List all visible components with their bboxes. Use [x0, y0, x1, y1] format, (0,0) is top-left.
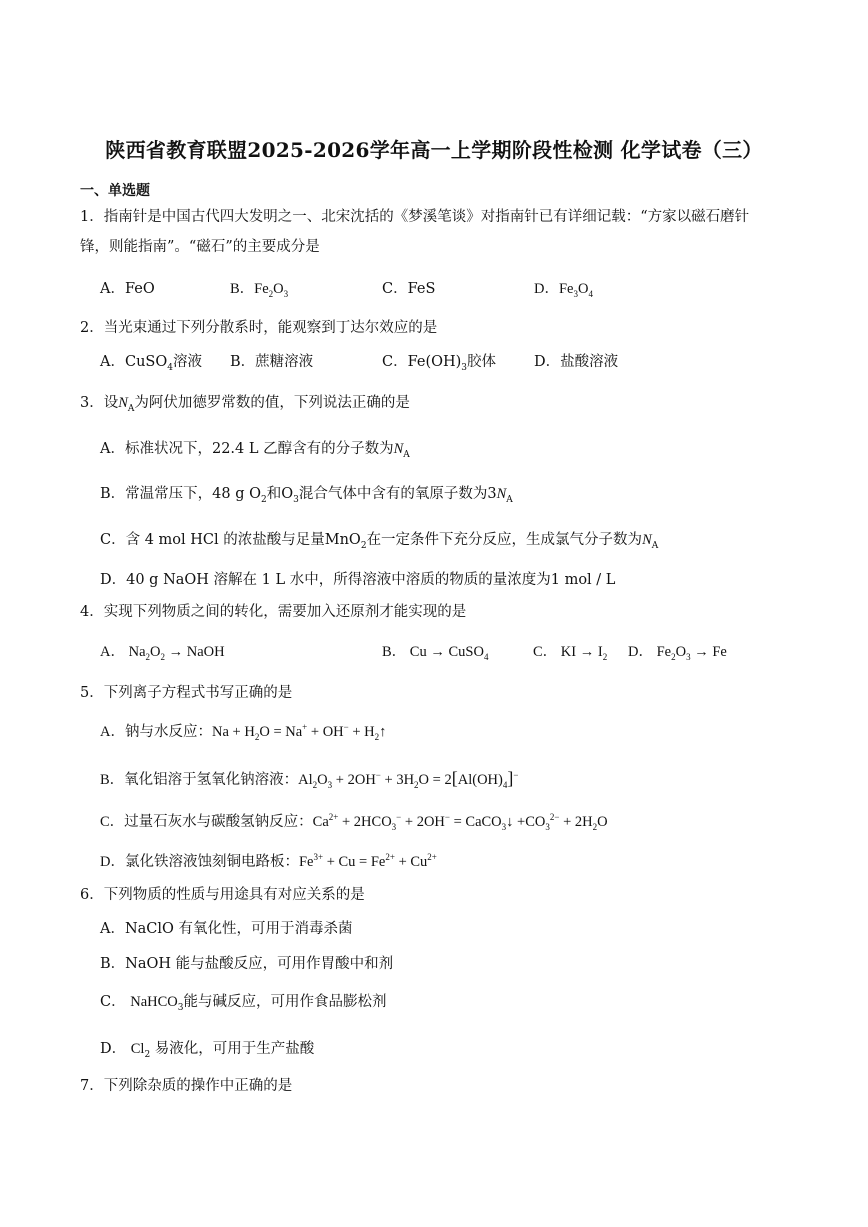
q1-option-c: C．FeS: [382, 281, 436, 297]
q7-stem: 7．下列除杂质的操作中正确的是: [80, 1078, 293, 1094]
q2-option-d: D．盐酸溶液: [534, 354, 619, 370]
q3-option-c: C．含 4 mol HCl 的浓盐酸与足量MnO$_2$在一定条件下充分反应，生成氯气分子数为$N_A$: [100, 532, 659, 551]
q2-option-c: C．$Fe(OH)_3$胶体: [382, 354, 497, 373]
q6-stem: 6．下列物质的性质与用途具有对应关系的是: [80, 887, 365, 903]
q2-option-b: B．蔗糖溶液: [230, 354, 314, 370]
q1-stem-line1: 1．指南针是中国古代四大发明之一、北宋沈括的《梦溪笔谈》对指南针已有详细记载：“方家以磁石磨针: [80, 209, 750, 225]
q5-stem: 5．下列离子方程式书写正确的是: [80, 685, 293, 701]
page-title: 陕西省教育联盟2025-2026学年高一上学期阶段性检测 化学试卷（三）: [105, 138, 763, 162]
q5-option-a: A．钠与水反应：$Na + H_2O = Na^+ + OH^-$ + $H_2↑$: [100, 722, 387, 742]
q4-option-b: B． Cu → CuSO$_4$: [382, 644, 489, 662]
q3-option-d: D．40 g NaOH 溶解在 1 L 水中，所得溶液中溶质的物质的量浓度为1 mol / L: [100, 572, 616, 588]
q6-option-b: B．NaOH 能与盐酸反应，可用作胃酸中和剂: [100, 956, 394, 972]
q4-option-d: D． $Fe_2O_3 \to Fe$: [628, 644, 727, 662]
q4-stem: 4．实现下列物质之间的转化，需要加入还原剂才能实现的是: [80, 604, 467, 620]
q5-option-c: C．过量石灰水与碳酸氢钠反应：$Ca^{2+} + 2HCO_3^- + 2OH^-$ = CaCO$_3$↓ $+CO_3^{2-} + 2H_2O$: [100, 812, 608, 832]
q2-option-a: A．CuSO$_4$溶液: [100, 354, 202, 373]
q3-option-a: A．标准状况下，22.4 L 乙醇含有的分子数为$N_A$: [100, 441, 410, 460]
q6-option-a: A．NaClO 有氧化性，可用于消毒杀菌: [100, 921, 353, 937]
q1-option-d: D．$Fe_3O_4$: [534, 281, 593, 299]
q3-option-b: B．常温常压下，48 g $O_2$和$O_3$混合气体中含有的氧原子数为$3N_A$: [100, 486, 513, 505]
q4-option-a: A． $Na_2O_2$ → NaOH: [100, 644, 225, 662]
q2-stem: 2．当光束通过下列分散系时，能观察到丁达尔效应的是: [80, 320, 438, 336]
q1-stem-line2: 锋，则能指南”。“磁石”的主要成分是: [80, 239, 320, 255]
q5-option-d: D．氯化铁溶液蚀刻铜电路板：$Fe^{3+} + Cu = Fe^{2+} + Cu^{2+}$: [100, 852, 437, 870]
q3-stem: 3．设$N_A$为阿伏加德罗常数的值，下列说法正确的是: [80, 395, 410, 414]
section-heading: 一、单选题: [80, 183, 150, 199]
q1-option-b: B．$Fe_2O_3$: [230, 281, 289, 299]
q4-option-c: C． KI → $I_2$: [533, 644, 608, 662]
q6-option-c: C． NaHCO$_3$能与碱反应，可用作食品膨松剂: [100, 994, 387, 1013]
q6-option-d: D． $Cl_2$ 易液化，可用于生产盐酸: [100, 1041, 315, 1060]
q5-option-b: B．氧化铝溶于氢氧化钠溶液：$Al_2O_3 + 2OH^- + 3H_2O = 2[Al(OH)_4]^-$: [100, 768, 519, 790]
q1-option-a: A．FeO: [100, 281, 155, 297]
